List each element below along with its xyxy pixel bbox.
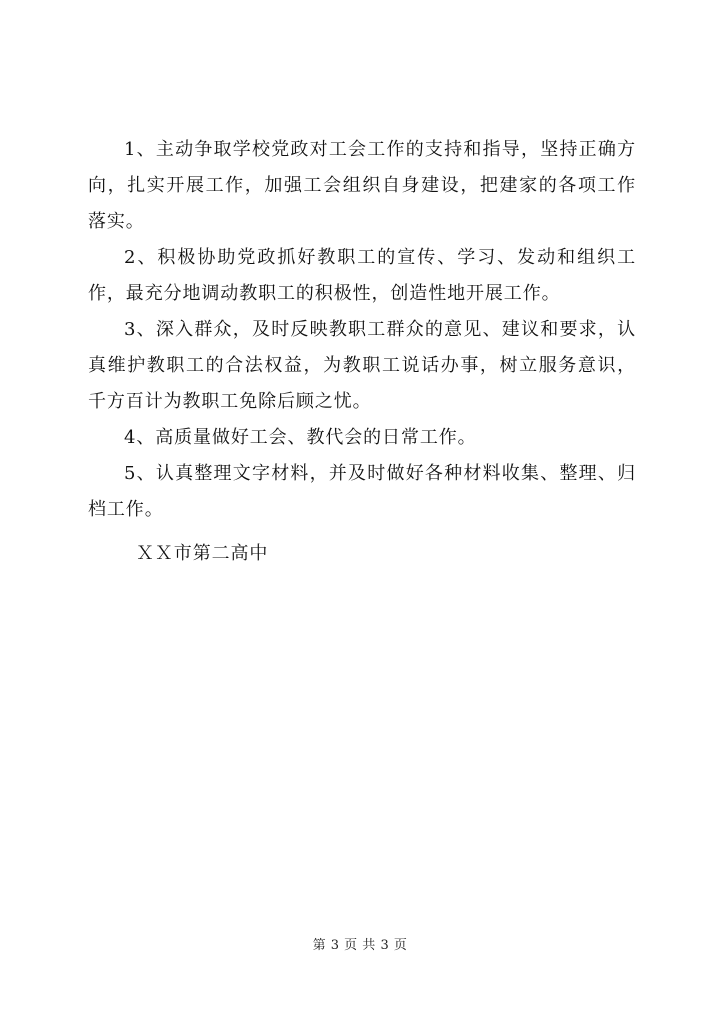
paragraph-item-4: 4、高质量做好工会、教代会的日常工作。 xyxy=(124,427,477,448)
page-number-footer: 第 3 页 共 3 页 xyxy=(312,938,408,953)
paragraph-item-1: 1、主动争取学校党政对工会工作的支持和指导，坚持正确方向，扎实开展工作，加强工会组织自身建设，把建家的各项工作落实。 xyxy=(88,139,636,232)
signature-line: ＸＸ市第二高中 xyxy=(136,543,269,564)
document-body xyxy=(88,132,636,528)
paragraph-item-2: 2、积极协助党政抓好教职工的宣传、学习、发动和组织工作，最充分地调动教职工的积极性，创造性地开展工作。 xyxy=(88,247,636,304)
paragraph-item-3: 3、深入群众，及时反映教职工群众的意见、建议和要求，认真维护教职工的合法权益，为教职工说话办事，树立服务意识，千方百计为教职工免除后顾之忧。 xyxy=(88,319,636,412)
paragraph-item-5: 5、认真整理文字材料，并及时做好各种材料收集、整理、归档工作。 xyxy=(88,463,636,520)
